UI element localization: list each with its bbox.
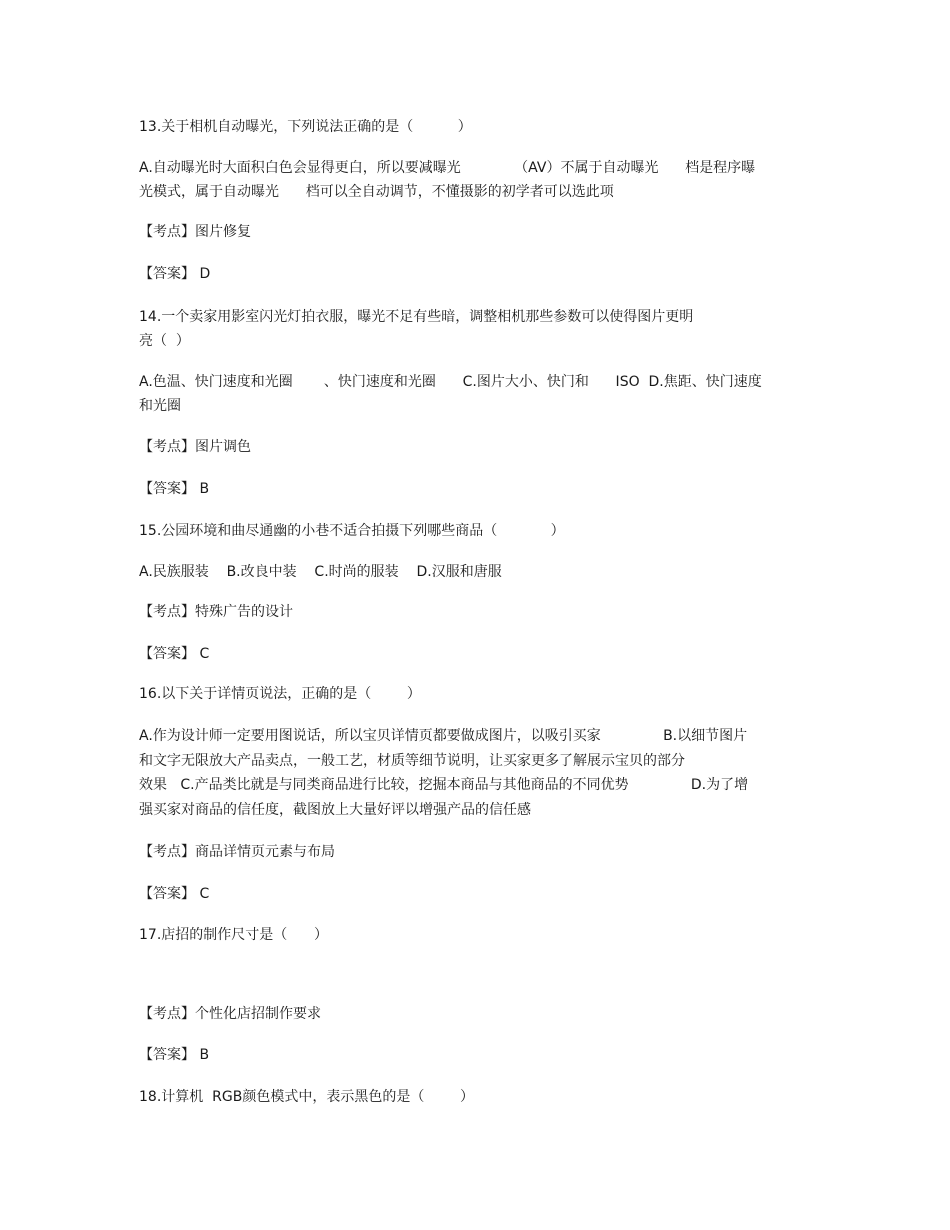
question-14-options: A.色温、快门速度和光圈 、快门速度和光圈 C.图片大小、快门和 ISO D.焦距、快门速度	[139, 374, 762, 390]
question-13-topic: 【考点】图片修复	[139, 224, 251, 240]
question-16-options-cont-3: 强买家对商品的信任度，截图放上大量好评以增强产品的信任感	[139, 802, 531, 818]
question-16-topic: 【考点】商品详情页元素与布局	[139, 844, 335, 860]
question-16-options: A.作为设计师一定要用图说话，所以宝贝详情页都要做成图片，以吸引买家 B.以细节图片	[139, 728, 748, 744]
question-17-topic: 【考点】个性化店招制作要求	[139, 1006, 321, 1022]
question-16-options-cont-2: 效果 C.产品类比就是与同类商品进行比较，挖掘本商品与其他商品的不同优势 D.为了增	[139, 777, 749, 793]
question-13-options: A.自动曝光时大面积白色会显得更白，所以要减曝光 （AV）不属于自动曝光 档是程序曝	[139, 160, 756, 176]
question-14-stem: 14.一个卖家用影室闪光灯拍衣服，曝光不足有些暗，调整相机那些参数可以使得图片更明	[139, 309, 694, 325]
question-16-stem: 16.以下关于详情页说法，正确的是（ ）	[139, 686, 421, 702]
question-14-answer: 【答案】 B	[139, 481, 210, 497]
question-17-answer: 【答案】 B	[139, 1047, 210, 1063]
question-14-topic: 【考点】图片调色	[139, 439, 251, 455]
question-16-options-cont-1: 和文字无限放大产品卖点，一般工艺，材质等细节说明，让买家更多了解展示宝贝的部分	[139, 753, 685, 769]
question-14-options-cont: 和光圈	[139, 398, 181, 414]
question-13-stem: 13.关于相机自动曝光，下列说法正确的是（ ）	[139, 119, 472, 135]
question-15-options: A.民族服装 B.改良中装 C.时尚的服装 D.汉服和唐服	[139, 564, 502, 580]
question-13-options-cont: 光模式，属于自动曝光 档可以全自动调节，不懂摄影的初学者可以选此项	[139, 184, 614, 200]
question-15-stem: 15.公园环境和曲尽通幽的小巷不适合拍摄下列哪些商品（ ）	[139, 523, 565, 539]
question-15-topic: 【考点】特殊广告的设计	[139, 604, 293, 620]
question-17-stem: 17.店招的制作尺寸是（ ）	[139, 927, 328, 943]
question-15-answer: 【答案】 C	[139, 646, 210, 662]
question-16-answer: 【答案】 C	[139, 886, 210, 902]
question-14-stem-cont: 亮（ ）	[139, 333, 190, 349]
question-13-answer: 【答案】 D	[139, 266, 211, 282]
question-18-stem: 18.计算机 RGB颜色模式中，表示黑色的是（ ）	[139, 1089, 474, 1105]
